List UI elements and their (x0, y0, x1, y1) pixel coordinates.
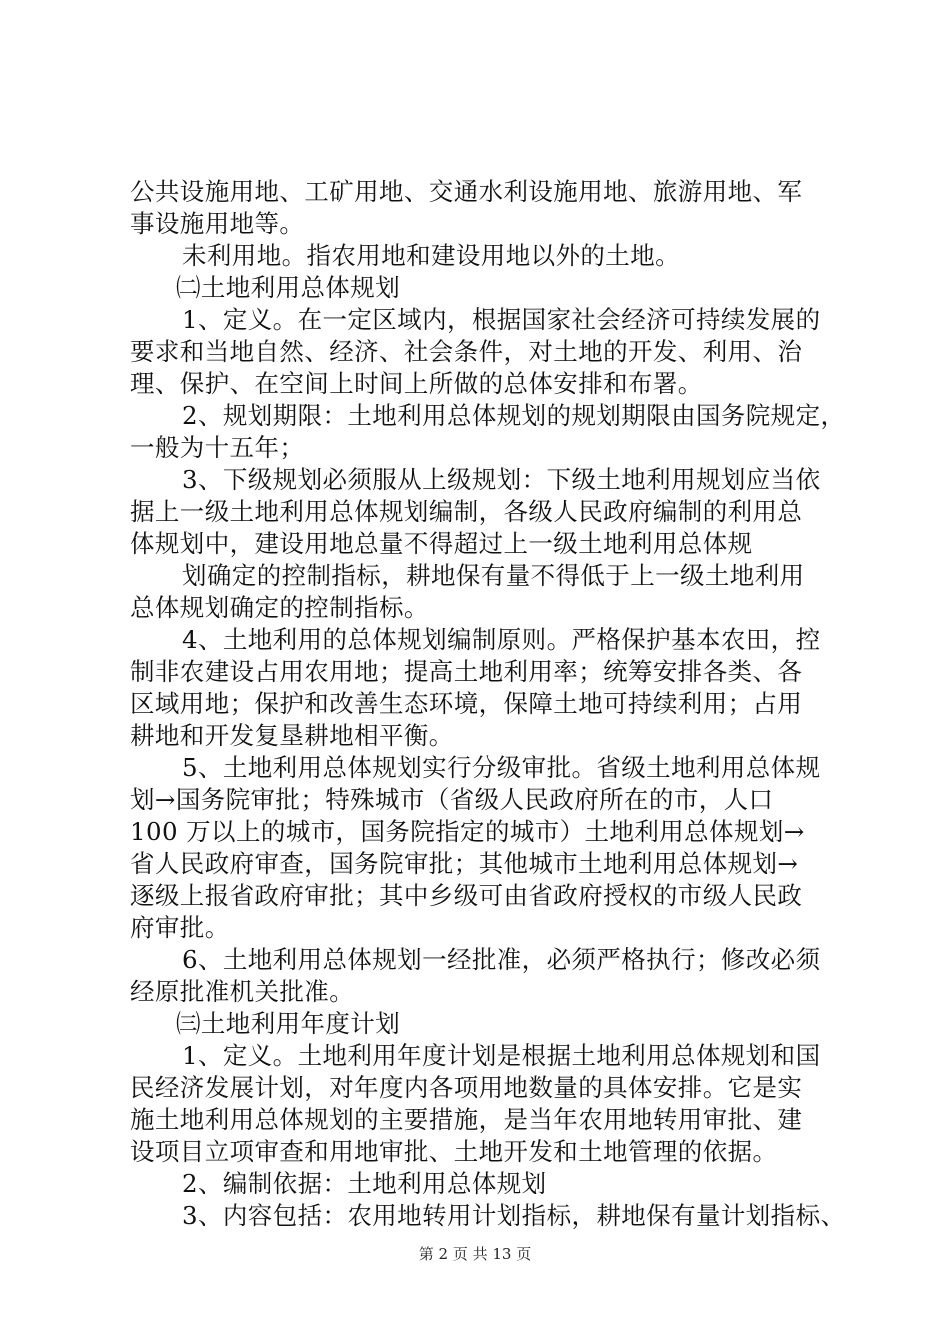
text-line: 逐级上报省政府审批；其中乡级可由省政府授权的市级人民政 (130, 881, 803, 910)
text-line: 总体规划确定的控制指标。 (130, 593, 429, 622)
text-line: 2、规划期限：土地利用总体规划的规划期限由国务院规定， (182, 401, 846, 430)
text-line: 未利用地。指农用地和建设用地以外的土地。 (182, 241, 680, 270)
text-line: 施土地利用总体规划的主要措施，是当年农用地转用审批、建 (130, 1105, 803, 1134)
text-line: 理、保护、在空间上时间上所做的总体安排和布署。 (130, 369, 703, 398)
text-line: 公共设施用地、工矿用地、交通水利设施用地、旅游用地、军 (130, 177, 803, 206)
text-line: 制非农建设占用农用地；提高土地利用率；统筹安排各类、各 (130, 657, 803, 686)
text-line: 1、定义。在一定区域内，根据国家社会经济可持续发展的 (182, 305, 821, 334)
text-line: 划→国务院审批；特殊城市（省级人民政府所在的市，人口 (130, 785, 774, 814)
text-line: 要求和当地自然、经济、社会条件，对土地的开发、利用、治 (130, 337, 803, 366)
text-line: 省人民政府审查，国务院审批；其他城市土地利用总体规划→ (130, 849, 799, 878)
section-heading: ㈢土地利用年度计划 (176, 1009, 401, 1038)
text-line: 区域用地；保护和改善生态环境，保障土地可持续利用；占用 (130, 689, 803, 718)
text-line: 1、定义。土地利用年度计划是根据土地利用总体规划和国 (182, 1041, 821, 1070)
text-line: 5、土地利用总体规划实行分级审批。省级土地利用总体规 (182, 753, 821, 782)
text-line: 耕地和开发复垦耕地相平衡。 (130, 721, 454, 750)
text-line: 3、内容包括：农用地转用计划指标，耕地保有量计划指标、 (182, 1201, 846, 1230)
page-number-footer: 第 2 页 共 13 页 (418, 1245, 532, 1263)
text-line: 体规划中，建设用地总量不得超过上一级土地利用总体规 (130, 529, 753, 558)
text-line: 划确定的控制指标，耕地保有量不得低于上一级土地利用 (182, 561, 805, 590)
text-line: 事设施用地等。 (130, 209, 305, 238)
text-line: 2、编制依据：土地利用总体规划 (182, 1169, 547, 1198)
text-line: 3、下级规划必须服从上级规划：下级土地利用规划应当依 (182, 465, 821, 494)
text-line: 设项目立项审查和用地审批、土地开发和土地管理的依据。 (130, 1137, 778, 1166)
text-line: 一般为十五年； (130, 433, 305, 462)
text-line: 4、土地利用的总体规划编制原则。严格保护基本农田，控 (182, 625, 821, 654)
section-heading: ㈡土地利用总体规划 (176, 273, 401, 302)
text-line: 6、土地利用总体规划一经批准，必须严格执行；修改必须 (182, 945, 821, 974)
text-line: 经原批准机关批准。 (130, 977, 355, 1006)
text-line: 100 万以上的城市，国务院指定的城市）土地利用总体规划→ (130, 817, 805, 846)
text-line: 民经济发展计划，对年度内各项用地数量的具体安排。它是实 (130, 1073, 803, 1102)
text-line: 府审批。 (130, 913, 230, 942)
document-body (130, 176, 845, 1232)
text-line: 据上一级土地利用总体规划编制，各级人民政府编制的利用总 (130, 497, 803, 526)
